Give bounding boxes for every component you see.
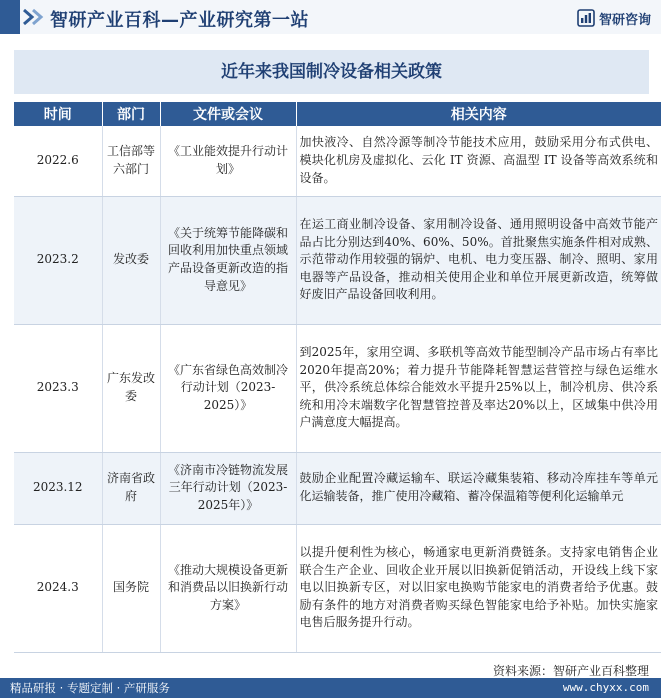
- cell-time: 2023.3: [14, 324, 102, 452]
- cell-time: 2022.6: [14, 126, 102, 196]
- table-row: [14, 324, 661, 452]
- cell-content: 加快液冷、自然冷源等制冷节能技术应用，鼓励采用分布式供电、模块化机房及虚拟化、云化 IT 资源、高温型 IT 设备等高效系统和设备。: [296, 126, 661, 196]
- source-note: 资料来源：智研产业百科整理: [492, 664, 649, 678]
- table-row: [14, 126, 661, 196]
- table-row: [14, 452, 661, 524]
- cell-dept: 工信部等六部门: [102, 126, 160, 196]
- table-row: [14, 524, 661, 652]
- cell-doc: 《推动大规模设备更新和消费品以旧换新行动方案》: [160, 524, 296, 652]
- cell-dept: 国务院: [102, 524, 160, 652]
- footer-bar: [0, 678, 661, 698]
- brand-logo-icon: [577, 9, 595, 27]
- brand[interactable]: [577, 8, 651, 28]
- title-band: [14, 50, 649, 94]
- cell-doc: 《关于统筹节能降碳和回收利用加快重点领域产品设备更新改造的指导意见》: [160, 196, 296, 324]
- cell-dept: 广东发改委: [102, 324, 160, 452]
- header-content: 相关内容: [296, 102, 661, 126]
- site-title: 智研产业百科—产业研究第一站: [50, 10, 309, 31]
- header-doc: 文件或会议: [160, 102, 296, 126]
- header-dept: 部门: [102, 102, 160, 126]
- footer-url-link[interactable]: www.chyxx.com: [562, 681, 649, 694]
- header-time: 时间: [14, 102, 102, 126]
- cell-content: 鼓励企业配置冷藏运输车、联运冷藏集装箱、移动冷库挂车等单元化运输装备，推广使用冷藏箱、蓄冷保温箱等便利化运输单元: [296, 452, 661, 524]
- cell-time: 2023.2: [14, 196, 102, 324]
- cell-time: 2023.12: [14, 452, 102, 524]
- cell-doc: 《广东省绿色高效制冷行动计划（2023-2025）》: [160, 324, 296, 452]
- policy-table: [14, 102, 661, 653]
- chevrons-icon: [22, 8, 46, 26]
- table-title: 近年来我国制冷设备相关政策: [221, 62, 442, 82]
- table-header-row: [14, 102, 661, 126]
- top-header: [0, 0, 661, 34]
- cell-doc: 《济南市冷链物流发展三年行动计划（2023-2025年）》: [160, 452, 296, 524]
- cell-dept: 济南省政府: [102, 452, 160, 524]
- cell-content: 在运工商业制冷设备、家用制冷设备、通用照明设备中高效节能产品占比分别达到40%、60%、50%。首批聚焦实施条件相对成熟、示范带动作用较强的锅炉、电机、电力变压器、制冷、照明、家用电器等产品设备，推动相关使用企业和单位开展更新改造，统筹做好废旧产品设备回收利用。: [296, 196, 661, 324]
- footer-services: 精品研报 · 专题定制 · 产研服务: [10, 681, 170, 695]
- cell-content: 到2025年，家用空调、多联机等高效节能型制冷产品市场占有率比2020年提高20%；着力提升节能降耗智慧运营管控与绿色运维水平，供冷系统总体综合能效水平提升25%以上，制冷机房、供冷系统和用冷末端数字化智慧管控普及率达20%以上，区域集中供冷用户满意度大幅提高。: [296, 324, 661, 452]
- table-row: [14, 196, 661, 324]
- cell-doc: 《工业能效提升行动计划》: [160, 126, 296, 196]
- cell-time: 2024.3: [14, 524, 102, 652]
- cell-dept: 发改委: [102, 196, 160, 324]
- cell-content: 以提升便利性为核心，畅通家电更新消费链条。支持家电销售企业联合生产企业、回收企业开展以旧换新促销活动，开设线上线下家电以旧换新专区，对以旧家电换购节能家电的消费者给予优惠。鼓励有条件的地方对消费者购买绿色智能家电给予补贴。加快实施家电售后服务提升行动。: [296, 524, 661, 652]
- header-accent-bar: [0, 0, 20, 34]
- brand-name: 智研咨询: [598, 12, 651, 28]
